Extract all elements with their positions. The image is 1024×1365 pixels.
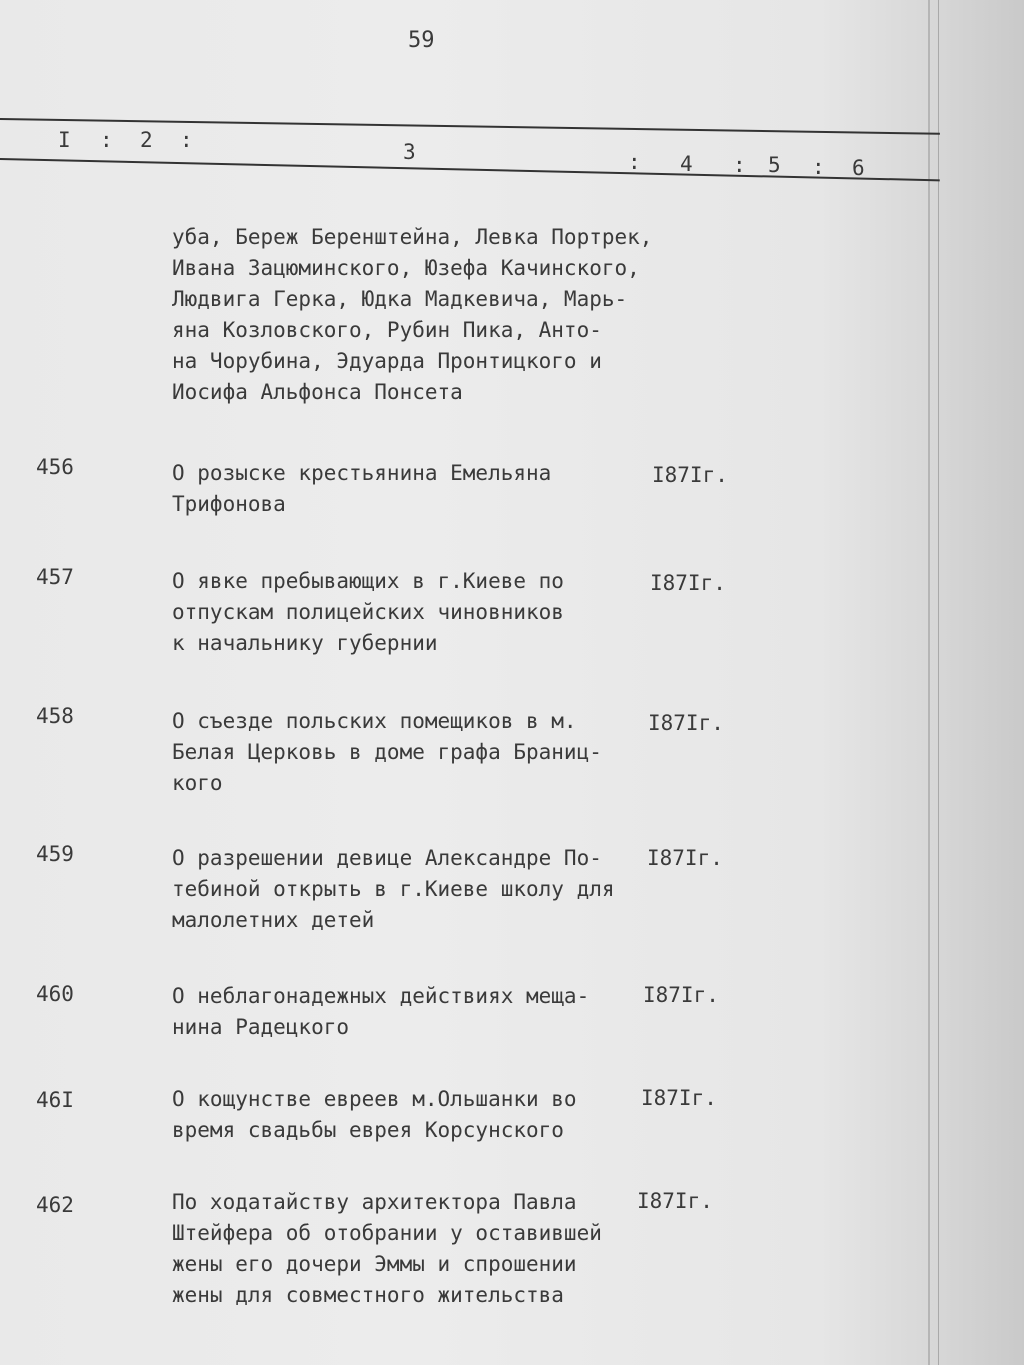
entry-description	[172, 458, 551, 520]
entry-number: 456	[36, 455, 74, 479]
continuation-text	[172, 222, 652, 408]
text-line: По ходатайству архитектора Павла	[172, 1190, 577, 1214]
entry-number: 462	[36, 1193, 74, 1217]
page-number: 59	[408, 28, 435, 53]
text-line: жены его дочери Эммы и спрошении	[172, 1252, 577, 1276]
text-line: тебиной открыть в г.Киеве школу для	[172, 877, 615, 901]
text-line: время свадьбы еврея Корсунского	[172, 1118, 564, 1142]
text-line: О кощунстве евреев м.Ольшанки во	[172, 1087, 577, 1111]
page-edge	[928, 0, 930, 1365]
header-col-5: 5	[768, 153, 781, 177]
entry-year: I87Iг.	[648, 711, 724, 735]
entry-description	[172, 981, 589, 1043]
entry-year: I87Iг.	[637, 1189, 713, 1213]
text-line: Белая Церковь в доме графа Браниц-	[172, 740, 602, 764]
header-bottom-rule	[0, 158, 940, 181]
text-line: Ивана Зацюминского, Юзефа Качинского,	[172, 256, 640, 280]
text-line: кого	[172, 771, 223, 795]
text-line: О неблагонадежных действиях меща-	[172, 984, 590, 1008]
header-col-4: 4	[680, 152, 693, 176]
header-separator: :	[733, 153, 746, 177]
entry-number: 46I	[36, 1088, 74, 1112]
text-line: О явке пребывающих в г.Киеве по	[172, 569, 564, 593]
text-line: отпускам полицейских чиновников	[172, 600, 564, 624]
entry-description	[172, 706, 602, 799]
entry-number: 457	[36, 565, 74, 589]
entry-year: I87Iг.	[652, 463, 728, 487]
text-line: яна Козловского, Рубин Пика, Анто-	[172, 318, 602, 342]
text-line: уба, Береж Беренштейна, Левка Портрек,	[172, 225, 653, 249]
text-line: О съезде польских помещиков в м.	[172, 709, 577, 733]
entry-description	[172, 1187, 602, 1311]
entry-number: 458	[36, 704, 74, 728]
page-edge-shadow	[938, 0, 939, 1365]
header-col-1: I	[58, 128, 71, 152]
text-line: к начальнику губернии	[172, 631, 438, 655]
text-line: нина Радецкого	[172, 1015, 350, 1039]
text-line: Иосифа Альфонса Понсета	[172, 380, 463, 404]
entry-year: I87Iг.	[650, 571, 726, 595]
entry-year: I87Iг.	[643, 983, 719, 1007]
text-line: Штейфера об отобрании у оставившей	[172, 1221, 602, 1245]
text-line: О розыске крестьянина Емельяна	[172, 461, 552, 485]
entry-year: I87Iг.	[647, 846, 723, 870]
text-line: О разрешении девице Александре По-	[172, 846, 602, 870]
header-separator: :	[628, 150, 641, 174]
entry-number: 459	[36, 842, 74, 866]
entry-description	[172, 1084, 577, 1146]
text-line: жены для совместного жительства	[172, 1283, 564, 1307]
text-line: Людвига Герка, Юдка Мадкевича, Марь-	[172, 287, 628, 311]
text-line: Трифонова	[172, 492, 286, 516]
header-separator: :	[100, 128, 113, 152]
text-line: на Чорубина, Эдуарда Пронтицкого и	[172, 349, 602, 373]
header-col-3: 3	[403, 140, 416, 164]
header-col-2: 2	[140, 128, 153, 152]
header-separator: :	[812, 155, 825, 179]
entry-number: 460	[36, 982, 74, 1006]
entry-year: I87Iг.	[641, 1086, 717, 1110]
text-line: малолетних детей	[172, 908, 375, 932]
header-separator: :	[180, 128, 193, 152]
entry-description	[172, 566, 564, 659]
header-col-6: 6	[852, 156, 865, 180]
entry-description	[172, 843, 615, 936]
